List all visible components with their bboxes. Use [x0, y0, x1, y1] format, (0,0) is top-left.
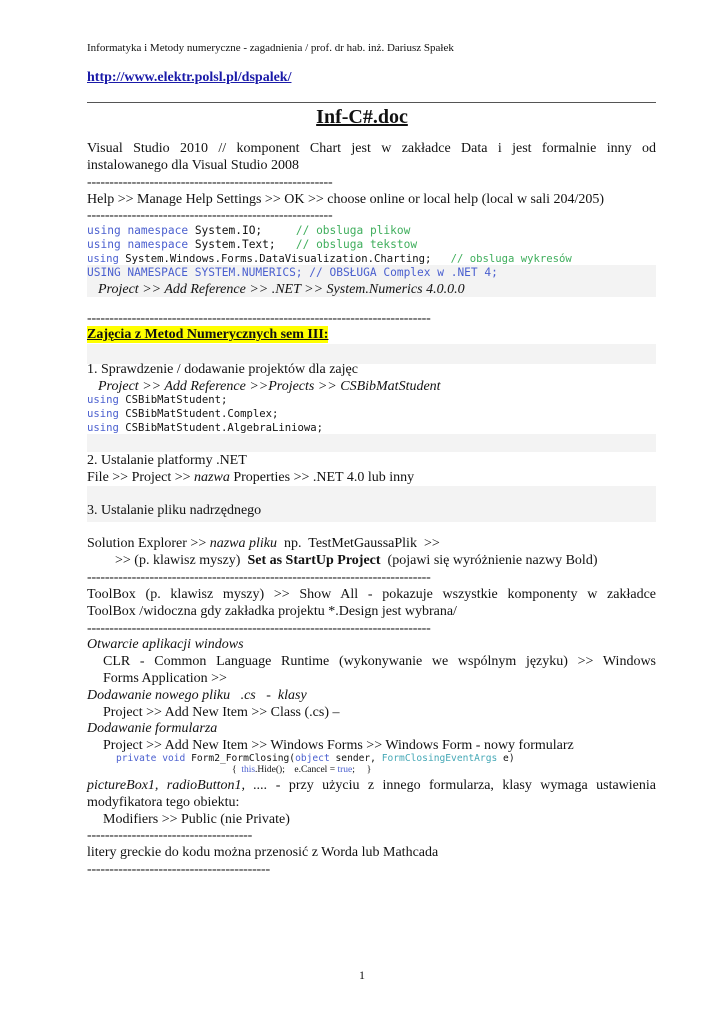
code-line: [87, 224, 410, 238]
code-line: [87, 421, 323, 435]
code-line: [87, 252, 572, 266]
code-comment: // obsluga wykresów: [450, 253, 572, 265]
separator: -------------------------------------: [87, 828, 253, 843]
code-text: sender,: [335, 753, 382, 764]
header-link[interactable]: http://www.elektr.polsl.pl/dspalek/: [87, 70, 292, 85]
picturebox-rest: - przy użyciu z innego formularza, klasy wymaga ustawienia: [267, 778, 656, 793]
code-text: e): [497, 753, 515, 764]
form-closing-body: [232, 765, 371, 775]
help-line: Help >> Manage Help Settings >> OK >> choose online or local help (local w sali 204/205): [87, 192, 605, 207]
code-text: CSBibMatStudent;: [125, 394, 228, 406]
code-text: ; }: [352, 765, 372, 775]
code-keyword: using: [87, 408, 119, 420]
step-2-path-a: File >> Project >>: [87, 470, 195, 485]
toolbox-line-2: ToolBox /widoczna gdy zakładka projektu *.Design jest wybrana/: [87, 604, 457, 619]
page-number: 1: [359, 968, 365, 982]
code-keyword: void: [162, 753, 186, 764]
add-file-path: Project >> Add New Item >> Class (.cs) –: [103, 705, 340, 720]
clr-line-2: Forms Application >>: [103, 671, 227, 686]
code-text: System.Windows.Forms.DataVisualization.Charting;: [125, 253, 445, 265]
clr-line-1: CLR - Common Language Runtime (wykonywanie we wspólnym języku) >> Windows: [103, 654, 656, 669]
separator: -----------------------------------------: [87, 862, 270, 877]
header-divider: [87, 102, 656, 103]
separator: -------------------------------------------------------: [87, 208, 333, 223]
greek-note: litery greckie do kodu można przenosić z Worda lub Mathcada: [87, 845, 439, 860]
code-keyword: using: [87, 253, 119, 265]
modifiers-line: Modifiers >> Public (nie Private): [103, 812, 290, 827]
code-keyword: using: [87, 224, 121, 237]
separator: -----------------------------------------------------------------------------: [87, 311, 431, 326]
code-type: FormClosingEventArgs: [381, 753, 498, 764]
code-keyword: using: [87, 394, 119, 406]
picturebox-line-1: [87, 777, 656, 794]
separator: -----------------------------------------------------------------------------: [87, 570, 431, 585]
code-keyword: this: [241, 765, 256, 775]
solution-c: np. TestMetGaussaPlik >>: [277, 536, 440, 551]
code-text: CSBibMatStudent.Complex;: [125, 408, 279, 420]
intro-line-2: instalowanego dla Visual Studio 2008: [87, 158, 299, 173]
code-line: [87, 393, 227, 407]
code-line: [87, 407, 278, 421]
form-closing-signature: [116, 753, 515, 765]
open-app-heading: Otwarcie aplikacji windows: [87, 637, 244, 652]
step-2-path-c: Properties >> .NET 4.0 lub inny: [229, 470, 415, 485]
code-text: Form2_FormClosing(: [191, 753, 296, 764]
picturebox-line-2: modyfikatora tego obiektu:: [87, 795, 240, 810]
solution2-b: Set as StartUp Project: [247, 553, 381, 568]
code-text: System.IO;: [194, 224, 290, 237]
step-2-path-b: nazwa: [194, 470, 230, 485]
picturebox-italic: pictureBox1, radioButton1, ....: [87, 778, 268, 793]
code-keyword: namespace: [127, 224, 189, 237]
solution-b: nazwa pliku: [209, 536, 278, 551]
code-line-uppercase: USING NAMESPACE SYSTEM.NUMERICS; // OBSŁUGA Complex w .NET 4;: [87, 266, 498, 279]
reference-numerics: Project >> Add Reference >> .NET >> System.Numerics 4.0.0.0: [98, 282, 465, 297]
page-header: Informatyka i Metody numeryczne - zagadnienia / prof. dr hab. inż. Dariusz Spałek: [87, 42, 454, 54]
solution-a: Solution Explorer >>: [87, 536, 210, 551]
solution-line-2: [115, 552, 598, 569]
add-form-heading: Dodawanie formularza: [87, 721, 218, 736]
section-title: Zajęcia z Metod Numerycznych sem III:: [87, 327, 329, 342]
code-text: {: [232, 765, 242, 775]
solution2-c: (pojawi się wyróżnienie nazwy Bold): [380, 553, 598, 568]
solution2-a: >> (p. klawisz myszy): [115, 553, 248, 568]
code-text: CSBibMatStudent.AlgebraLiniowa;: [125, 422, 323, 434]
code-keyword: using: [87, 238, 121, 251]
code-keyword: object: [295, 753, 330, 764]
code-text: System.Text;: [194, 238, 290, 251]
code-keyword: private: [116, 753, 157, 764]
separator: -------------------------------------------------------: [87, 175, 333, 190]
step-3-title: 3. Ustalanie pliku nadrzędnego: [87, 503, 262, 518]
code-keyword: namespace: [127, 238, 189, 251]
add-file-heading: Dodawanie nowego pliku .cs - klasy: [87, 688, 307, 703]
code-keyword: true: [337, 765, 353, 775]
code-line: [87, 238, 417, 252]
add-form-path: Project >> Add New Item >> Windows Forms >> Windows Form - nowy formularz: [103, 738, 574, 753]
code-keyword: using: [87, 422, 119, 434]
step-2-title: 2. Ustalanie platformy .NET: [87, 453, 247, 468]
code-comment: // obsluga tekstow: [295, 238, 418, 251]
intro-line-1: Visual Studio 2010 // komponent Chart jest w zakładce Data i jest formalnie inny od: [87, 141, 656, 156]
step-1-title: 1. Sprawdzenie / dodawanie projektów dla zajęc: [87, 362, 358, 377]
solution-line-1: [87, 535, 440, 552]
gray-band: [87, 434, 656, 452]
separator: -----------------------------------------------------------------------------: [87, 621, 431, 636]
code-text: .Hide(); e.Cancel =: [255, 765, 338, 775]
step-1-reference: Project >> Add Reference >>Projects >> CSBibMatStudent: [98, 379, 441, 394]
document-title: Inf-C#.doc: [316, 106, 408, 128]
step-2-path: [87, 469, 414, 486]
toolbox-line-1: ToolBox (p. klawisz myszy) >> Show All - pokazuje wszystkie komponenty w zakładce: [87, 587, 656, 602]
code-comment: // obsluga plikow: [295, 224, 411, 237]
